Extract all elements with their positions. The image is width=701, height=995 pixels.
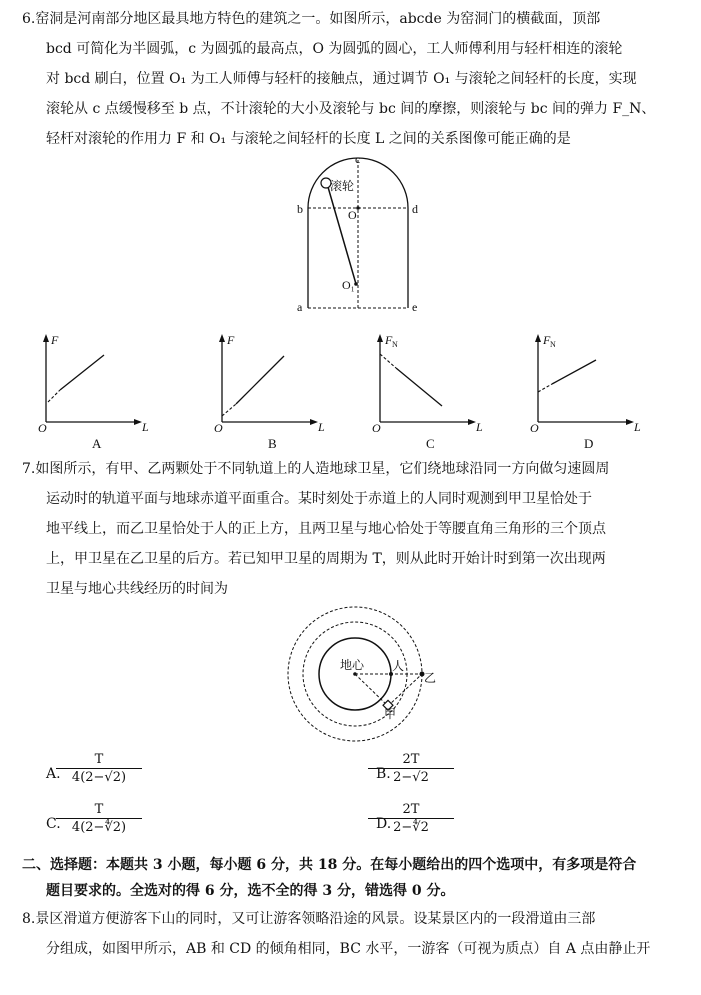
label-person: 人 [392, 659, 405, 673]
option-b-numerator: 2T [402, 752, 420, 767]
option-b-denominator: 2−√2 [393, 770, 429, 785]
y-axis-arrow [219, 334, 225, 342]
graph-line [236, 356, 284, 404]
graph-caption-c: C [426, 436, 435, 451]
x-axis-arrow [468, 419, 476, 425]
option-d-letter: D. [376, 816, 392, 832]
option-c-letter: C. [46, 816, 61, 832]
q7-orbit-figure [283, 602, 443, 748]
option-d-numerator: 2T [402, 802, 420, 817]
origin-label: O [372, 421, 381, 435]
option-d-denominator: 2−∜2 [393, 820, 429, 835]
q7-line-1: 7.如图所示，有甲、乙两颗处于不同轨道上的人造地球卫星，它们绕地球沿同一方向做匀速圆周 [22, 461, 610, 477]
section2-header-line-2: 题目要求的。全选对的得 6 分，选不全的得 3 分，错选得 0 分。 [46, 883, 455, 899]
option-a-numerator: T [94, 752, 104, 767]
graph-line [60, 355, 104, 390]
origin-label: O [38, 421, 47, 435]
x-axis-arrow [626, 419, 634, 425]
label-earth-center: 地心 [340, 658, 365, 672]
graph-line-dashed [380, 354, 396, 368]
label-b: b [297, 202, 303, 216]
origin-label: O [214, 421, 223, 435]
q7-line-2: 运动时的轨道平面与地球赤道平面重合。某时刻处于赤道上的人同时观测到甲卫星恰处于 [46, 491, 592, 507]
x-axis-arrow [134, 419, 142, 425]
option-b-letter: B. [376, 766, 391, 782]
label-O1: O₁ [342, 278, 355, 292]
option-a-denominator: 4(2−√2) [71, 770, 127, 785]
q7-line-5: 卫星与地心共线经历的时间为 [46, 581, 228, 597]
option-a-letter: A. [46, 766, 61, 782]
label-yi: 乙 [424, 671, 437, 685]
x-axis-label: L [142, 420, 149, 434]
label-jia: 甲 [384, 707, 397, 721]
option-b-fraction [368, 752, 454, 785]
label-e: e [412, 300, 418, 314]
x-axis-arrow [310, 419, 318, 425]
option-d-fraction [368, 802, 454, 835]
q7-line-3: 地平线上，而乙卫星恰处于人的正上方，且两卫星与地心恰处于等腰直角三角形的三个顶点 [46, 521, 606, 537]
x-axis-label: L [634, 420, 641, 434]
q7-line-4: 上，甲卫星在乙卫星的后方。若已知甲卫星的周期为 T，则从此时开始计时到第一次出现两 [46, 551, 606, 567]
graph-caption-b: B [268, 436, 277, 451]
origin-label: O [530, 421, 539, 435]
x-axis-label: L [318, 420, 325, 434]
y-axis-label: F [543, 333, 551, 347]
label-d: d [412, 202, 418, 216]
y-axis-label-subscript: N [392, 340, 398, 349]
label-O: O [348, 208, 357, 222]
graph-c [372, 334, 482, 434]
graph-d [530, 334, 640, 434]
graph-a [38, 334, 148, 434]
q8-line-2: 分组成，如图甲所示，AB 和 CD 的倾角相同，BC 水平，一游客（可视为质点）自 A 点由静止开 [46, 941, 651, 957]
q6-line-5: 轻杆对滚轮的作用力 F 和 O₁ 与滚轮之间轻杆的长度 L 之间的关系图像可能正确的是 [46, 131, 571, 147]
section2-header-line-1: 二、选择题：本题共 3 小题，每小题 6 分，共 18 分。在每小题给出的四个选项中，有多项是符合 [22, 857, 637, 873]
y-axis-label: F [51, 333, 59, 347]
y-axis-label: F [385, 333, 393, 347]
option-a-fraction [56, 752, 142, 785]
q6-line-2: bcd 可简化为半圆弧，c 为圆弧的最高点，O 为圆弧的圆心，工人师傅利用与轻杆相连的滚轮 [46, 41, 623, 57]
q6-arch-figure [288, 160, 428, 320]
y-axis-arrow [535, 334, 541, 342]
graph-b [214, 334, 324, 434]
graph-caption-a: A [92, 436, 102, 451]
label-a: a [297, 300, 303, 314]
q6-line-1: 6.窑洞是河南部分地区最具地方特色的建筑之一。如图所示，abcde 为窑洞门的横截面，顶部 [22, 11, 601, 27]
q8-line-1: 8.景区滑道方便游客下山的同时，又可让游客领略沿途的风景。设某景区内的一段滑道由三部 [22, 911, 596, 927]
option-c-numerator: T [94, 802, 104, 817]
graph-line [552, 360, 596, 384]
graph-line-dashed [538, 384, 552, 392]
y-axis-arrow [377, 334, 383, 342]
y-axis-label: F [227, 333, 235, 347]
option-c-denominator: 4(2−∜2) [71, 820, 127, 835]
y-axis-label-subscript: N [550, 340, 556, 349]
y-axis-arrow [43, 334, 49, 342]
q6-line-3: 对 bcd 刷白，位置 O₁ 为工人师傅与轻杆的接触点，通过调节 O₁ 与滚轮之间轻杆的长度，实现 [46, 71, 637, 87]
graph-caption-d: D [584, 436, 594, 451]
x-axis-label: L [476, 420, 483, 434]
graph-line-dashed [48, 390, 60, 402]
label-c: c [355, 152, 361, 166]
graph-line [396, 368, 442, 406]
option-c-fraction [56, 802, 142, 835]
graph-line-dashed [222, 404, 236, 416]
q6-line-4: 滚轮从 c 点缓慢移至 b 点，不计滚轮的大小及滚轮与 bc 间的摩擦，则滚轮与 bc 间的弹力 F_N、 [46, 101, 656, 117]
label-roller: 滚轮 [330, 179, 355, 193]
